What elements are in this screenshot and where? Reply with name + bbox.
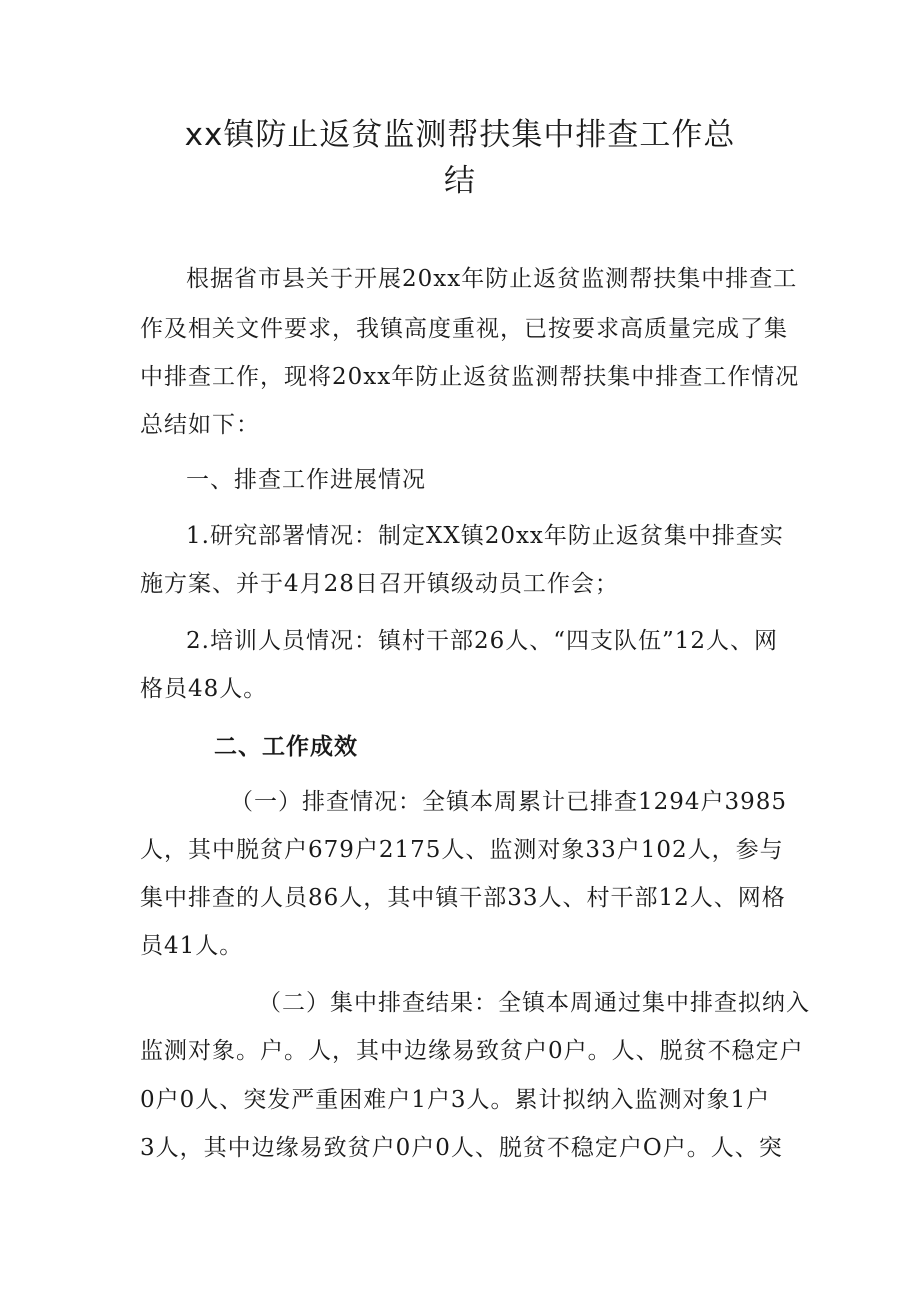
section1-item1-line-2: 施方案、并于4月28日召开镇级动员工作会； [140,571,619,597]
document-title-line-1: xx镇防止返贫监测帮扶集中排查工作总 [184,117,736,153]
section1-item2-line-2: 格员48人。 [140,676,268,702]
section2-sub2-line-2: 监测对象。户。人，其中边缘易致贫户0户。人、脱贫不稳定户 [140,1038,804,1064]
intro-line-3: 中排查工作，现将20xx年防止返贫监测帮扶集中排查工作情况 [140,364,800,390]
intro-line-2: 作及相关文件要求，我镇高度重视，已按要求高质量完成了集 [140,316,788,342]
section2-sub1-line-2: 人，其中脱贫户679户2175人、监测对象33户102人，参与 [140,837,784,863]
section1-item1-line-1: 1.研究部署情况：制定XX镇20xx年防止返贫集中排查实 [186,523,784,549]
section2-sub2-line-3: 0户0人、突发严重困难户1户3人。累计拟纳入监测对象1户 [140,1087,771,1113]
section2-sub1-line-1: （一）排查情况：全镇本周累计已排查1294户3985 [230,789,788,815]
intro-line-4: 总结如下： [140,412,260,438]
section1-item2-line-1: 2.培训人员情况：镇村干部26人、“四支队伍”12人、网 [186,628,778,654]
section1-heading: 一、排查工作进展情况 [186,467,426,493]
section2-sub1-line-4: 员41人。 [140,933,244,959]
section2-heading: 二、工作成效 [214,734,358,760]
document-title-line-2: 结 [444,163,476,199]
intro-line-1: 根据省市县关于开展20xx年防止返贫监测帮扶集中排查工 [186,266,798,292]
section2-sub2-line-4: 3人，其中边缘易致贫户0户0人、脱贫不稳定户O户。人、突 [140,1135,783,1161]
section2-sub2-line-1: （二）集中排查结果：全镇本周通过集中排查拟纳入 [258,990,810,1016]
section2-sub1-line-3: 集中排查的人员86人，其中镇干部33人、村干部12人、网格 [140,885,786,911]
